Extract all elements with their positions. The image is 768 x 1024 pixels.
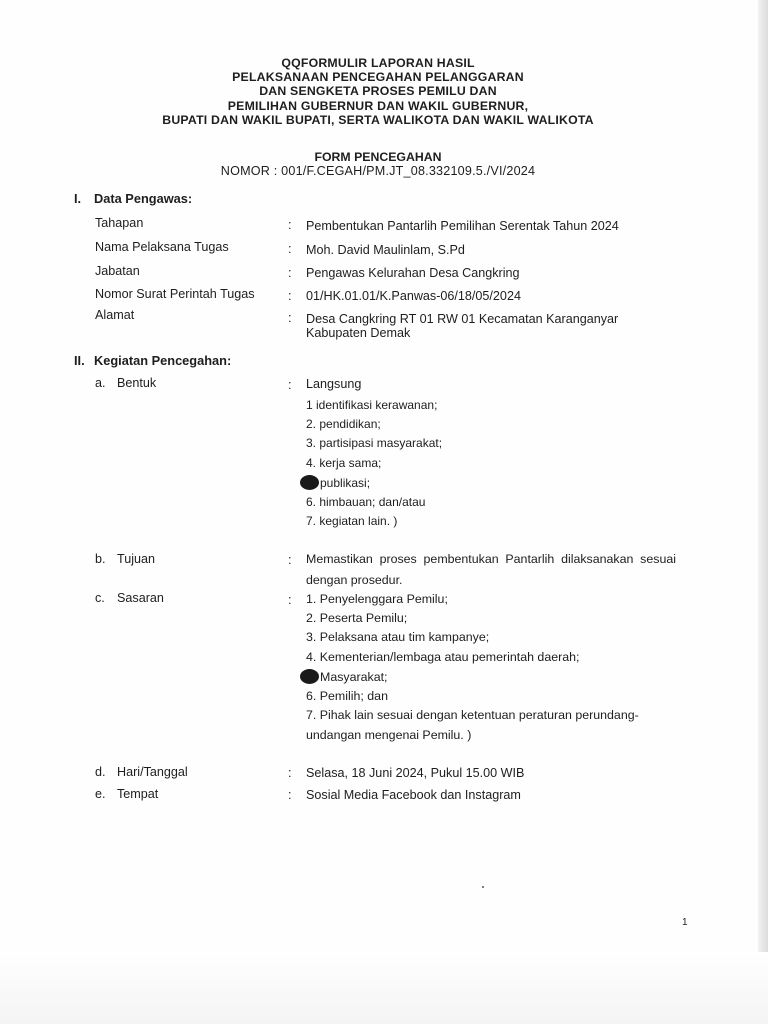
section-title: Kegiatan Pencegahan: — [94, 353, 232, 368]
colon: : — [288, 766, 292, 780]
list-item: 1 identifikasi kerawanan; — [306, 398, 438, 412]
field-label-tempat — [95, 787, 158, 801]
item-letter: b. — [95, 552, 106, 566]
colon: : — [288, 289, 292, 303]
item-label: Sasaran — [117, 591, 164, 605]
document-header — [0, 56, 756, 127]
field-value-nomor-surat: 01/HK.01.01/K.Panwas-06/18/05/2024 — [306, 289, 521, 303]
field-label-tujuan — [95, 552, 155, 566]
item-letter: e. — [95, 787, 106, 801]
colon: : — [288, 553, 292, 567]
list-item: 3. partisipasi masyarakat; — [306, 436, 443, 450]
page-bottom-shade — [0, 952, 768, 1024]
item-label: Bentuk — [117, 376, 157, 390]
list-item: 7. Pihak lain sesuai dengan ketentuan peraturan perundang- — [306, 708, 639, 722]
scan-speck — [482, 886, 484, 888]
header-line: PEMILIHAN GUBERNUR DAN WAKIL GUBERNUR, — [227, 98, 529, 113]
section-title: Data Pengawas: — [94, 191, 193, 206]
field-label-alamat: Alamat — [95, 308, 135, 322]
list-item — [306, 475, 370, 490]
colon: : — [288, 788, 292, 802]
colon: : — [288, 266, 292, 280]
hari-tanggal-value: Selasa, 18 Juni 2024, Pukul 15.00 WIB — [306, 766, 525, 780]
list-item: 6. Pemilih; dan — [306, 689, 388, 703]
header-line: PELAKSANAAN PENCEGAHAN PELANGGARAN — [232, 70, 524, 85]
list-item: 4. kerja sama; — [306, 456, 382, 470]
colon: : — [288, 218, 292, 232]
list-item: 1. Penyelenggara Pemilu; — [306, 592, 448, 606]
field-value-jabatan: Pengawas Kelurahan Desa Cangkring — [306, 266, 520, 280]
list-item: 6. himbauan; dan/atau — [306, 495, 426, 509]
tujuan-value: Memastikan proses pembentukan Pantarlih dilaksanakan sesuai dengan prosedur. — [306, 552, 676, 587]
list-item: 4. Kementerian/lembaga atau pemerintah daerah; — [306, 650, 580, 664]
page-number: 1 — [682, 917, 688, 928]
field-label-hari-tanggal — [95, 765, 188, 779]
field-value-nama: Moh. David Maulinlam, S.Pd — [306, 243, 465, 257]
section-2-heading — [74, 353, 231, 368]
header-line: BUPATI DAN WAKIL BUPATI, SERTA WALIKOTA DAN WAKIL WALIKOTA — [162, 112, 594, 127]
item-letter: a. — [95, 376, 106, 390]
header-line: DAN SENGKETA PROSES PEMILU DAN — [259, 84, 497, 99]
list-item: 2. Peserta Pemilu; — [306, 611, 408, 625]
field-label-jabatan: Jabatan — [95, 264, 140, 278]
list-item: 2. pendidikan; — [306, 417, 381, 431]
section-number: II. — [74, 353, 85, 368]
redaction-mark — [300, 475, 319, 490]
section-number: I. — [74, 191, 82, 206]
colon: : — [288, 311, 292, 325]
item-letter: d. — [95, 765, 106, 779]
list-item: 3. Pelaksana atau tim kampanye; — [306, 630, 490, 644]
field-label-nomor-surat: Nomor Surat Perintah Tugas — [95, 287, 255, 301]
field-label-sasaran — [95, 591, 164, 605]
field-value-alamat — [306, 312, 686, 340]
form-title: FORM PENCEGAHAN — [314, 150, 442, 164]
field-label-nama: Nama Pelaksana Tugas — [95, 240, 229, 254]
field-label-tahapan: Tahapan — [95, 216, 144, 230]
item-label: Hari/Tanggal — [117, 765, 188, 779]
section-1-heading — [74, 191, 192, 206]
item-letter: c. — [95, 591, 105, 605]
redaction-mark — [300, 669, 319, 684]
tempat-value: Sosial Media Facebook dan Instagram — [306, 788, 521, 802]
header-line: QQFORMULIR LAPORAN HASIL — [281, 56, 475, 70]
page-edge-shadow — [758, 0, 768, 1024]
colon: : — [288, 593, 292, 607]
list-item — [306, 669, 387, 684]
colon: : — [288, 378, 292, 392]
alamat-line: Kabupaten Demak — [306, 326, 411, 340]
form-number: NOMOR : 001/F.CEGAH/PM.JT_08.332109.5./VI/2024 — [220, 164, 536, 178]
field-value-tahapan: Pembentukan Pantarlih Pemilihan Serentak Tahun 2024 — [306, 219, 619, 233]
list-item: undangan mengenai Pemilu. ) — [306, 728, 472, 742]
item-label: Tempat — [117, 787, 159, 801]
alamat-line: Desa Cangkring RT 01 RW 01 Kecamatan Karanganyar — [306, 312, 619, 326]
field-label-bentuk — [95, 376, 156, 390]
list-item-text: publikasi; — [320, 476, 371, 490]
item-label: Tujuan — [117, 552, 156, 566]
list-item: 7. kegiatan lain. ) — [306, 514, 398, 528]
bentuk-value: Langsung — [306, 377, 362, 391]
colon: : — [288, 242, 292, 256]
list-item-text: Masyarakat; — [320, 670, 388, 684]
